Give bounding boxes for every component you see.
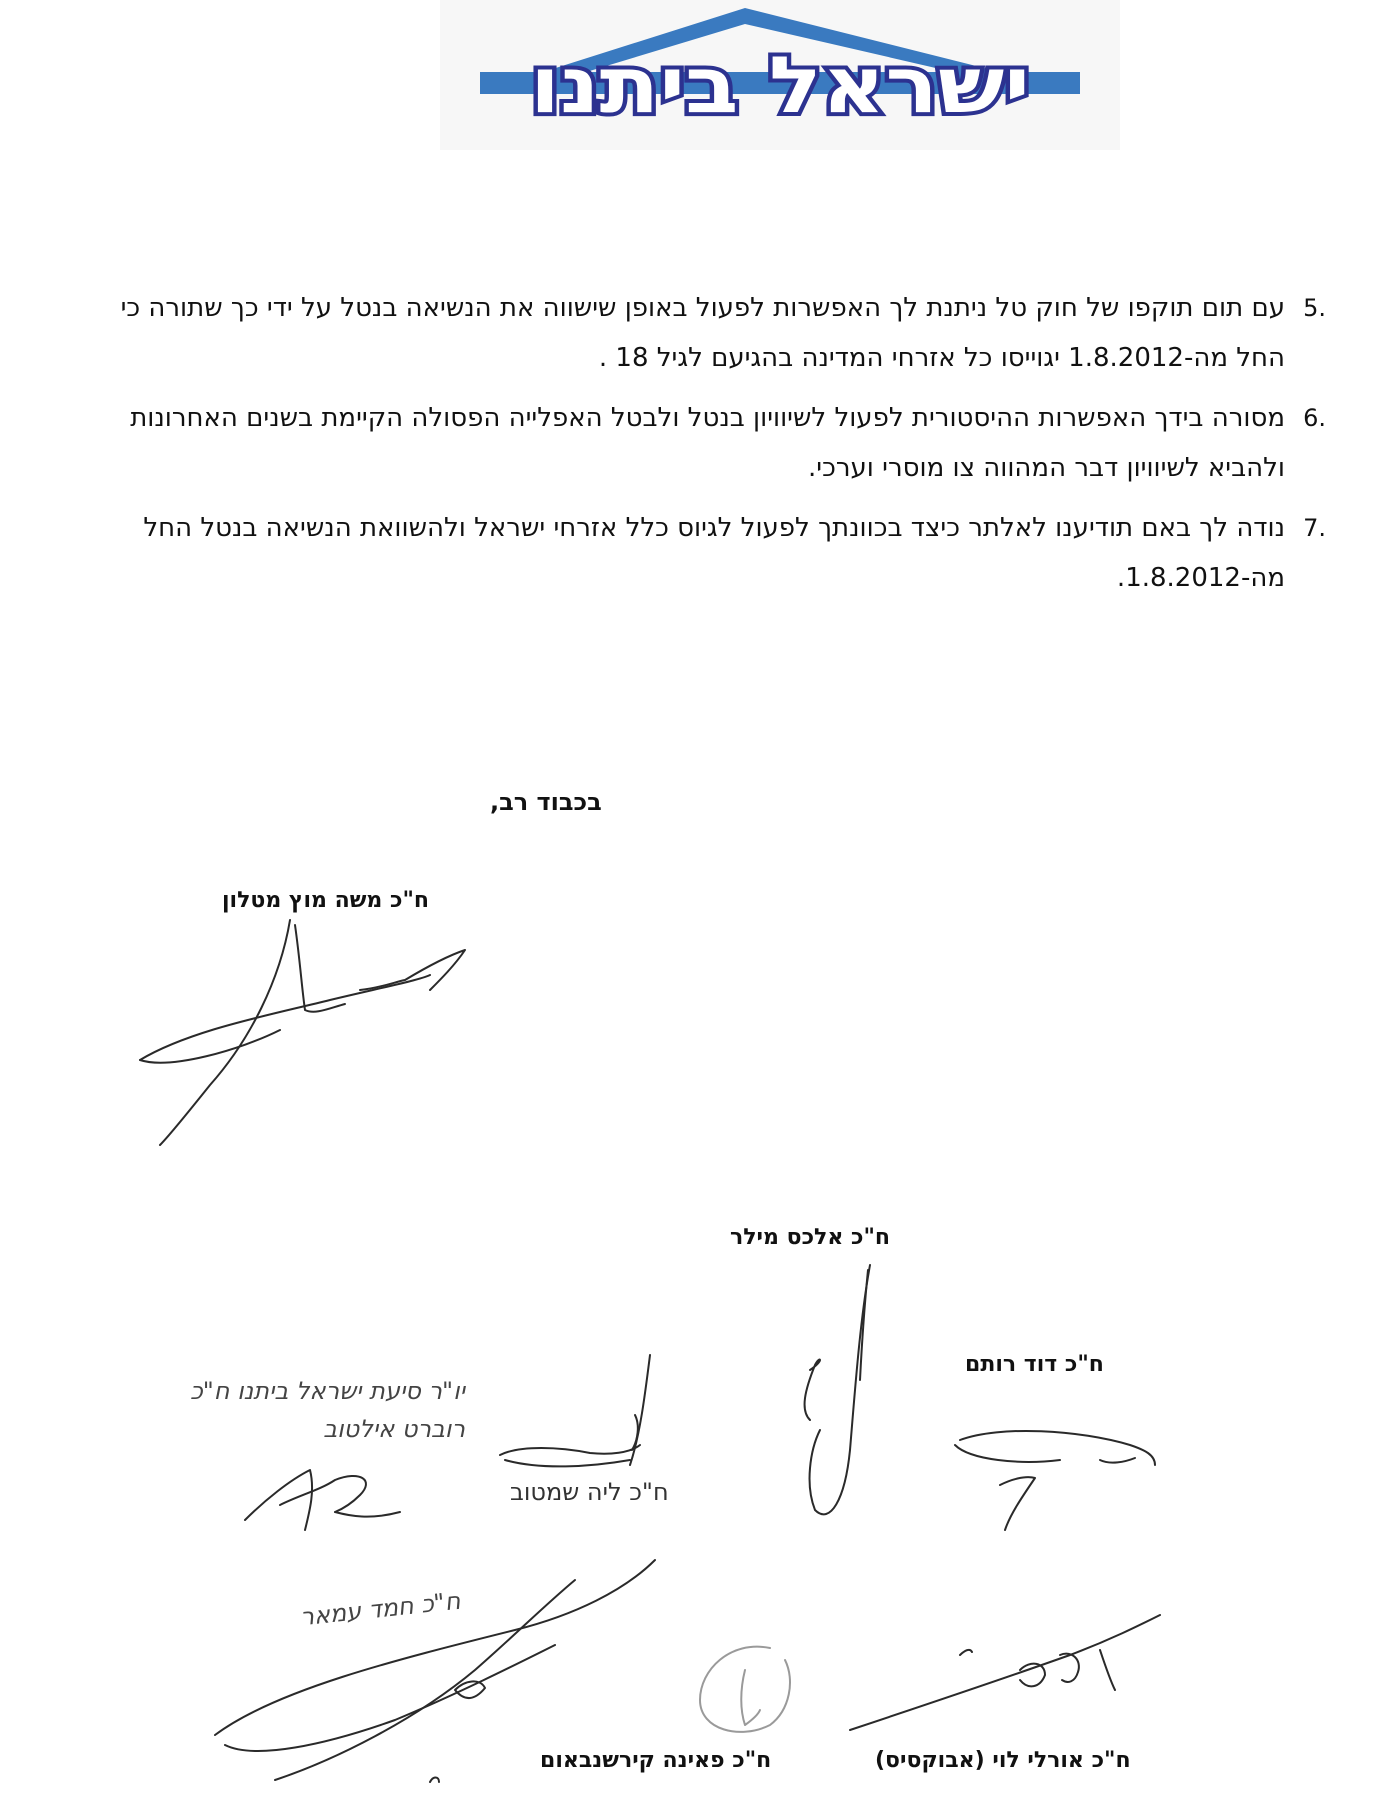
- signatory-levy: ח"כ אורלי לוי (אבוקסיס): [875, 1748, 1131, 1773]
- signature-kirshenbaum: [690, 1640, 800, 1745]
- closing-greeting: בכבוד רב,: [490, 788, 602, 816]
- pen-mark: [425, 1770, 445, 1790]
- signature-amsalem: [215, 1550, 665, 1780]
- signature-rotem: [930, 1420, 1170, 1540]
- signatory-shemtov: ח"כ ליה שמטוב: [510, 1478, 669, 1506]
- signature-shemtov: [500, 1355, 660, 1490]
- list-item: [70, 283, 1340, 383]
- signatory-amsalem: ח"כ חמד עמאר: [298, 1586, 462, 1632]
- signature-matalon: [130, 920, 470, 1150]
- item-number: 5.: [1303, 294, 1326, 322]
- logo-text: ישראל ביתנו: [530, 41, 1030, 131]
- signatory-kirshenbaum: ח"כ פאינה קירשנבאום: [540, 1748, 772, 1773]
- signatory-miller: ח"כ אלכס מילר: [730, 1225, 891, 1250]
- item-number: 6.: [1303, 404, 1326, 432]
- party-logo: [440, 0, 1120, 150]
- item-text: מסורה בידך האפשרות ההיסטורית לפעול לשיוויון בנטל ולבטל האפלייה הפסולה הקיימת בשנים האחרונות ולהביא לשיוויון דבר המהווה צו מוסרי וערכי.: [130, 403, 1285, 483]
- item-text: עם תום תוקפו של חוק טל ניתנת לך האפשרות לפעול באופן שישווה את הנשיאה בנטל על ידי כך שתורה כי החל מה-1.8.2012 יגוייסו כל אזרחי המדינה בהגיעם לגיל 18 .: [120, 293, 1285, 373]
- list-item: [70, 393, 1340, 493]
- signature-levy: [850, 1610, 1170, 1740]
- signature-miller: [770, 1260, 880, 1530]
- item-text: נודה לך באם תודיענו לאלתר כיצד בכוונתך לפעול לגיוס כלל אזרחי ישראל ולהשוואת הנשיאה בנטל החל מה-1.8.2012.: [143, 513, 1285, 593]
- item-number: 7.: [1303, 514, 1326, 542]
- signatory-chair: יו"ר סיעת ישראל ביתנו ח"כ רוברט אילטוב: [190, 1377, 465, 1443]
- signature-chair: [240, 1450, 410, 1540]
- letter-body: [70, 283, 1340, 613]
- signatory-matalon: ח"כ משה מוץ מטלון: [222, 888, 430, 913]
- list-item: [70, 503, 1340, 603]
- signatory-rotem: ח"כ דוד רותם: [965, 1352, 1104, 1377]
